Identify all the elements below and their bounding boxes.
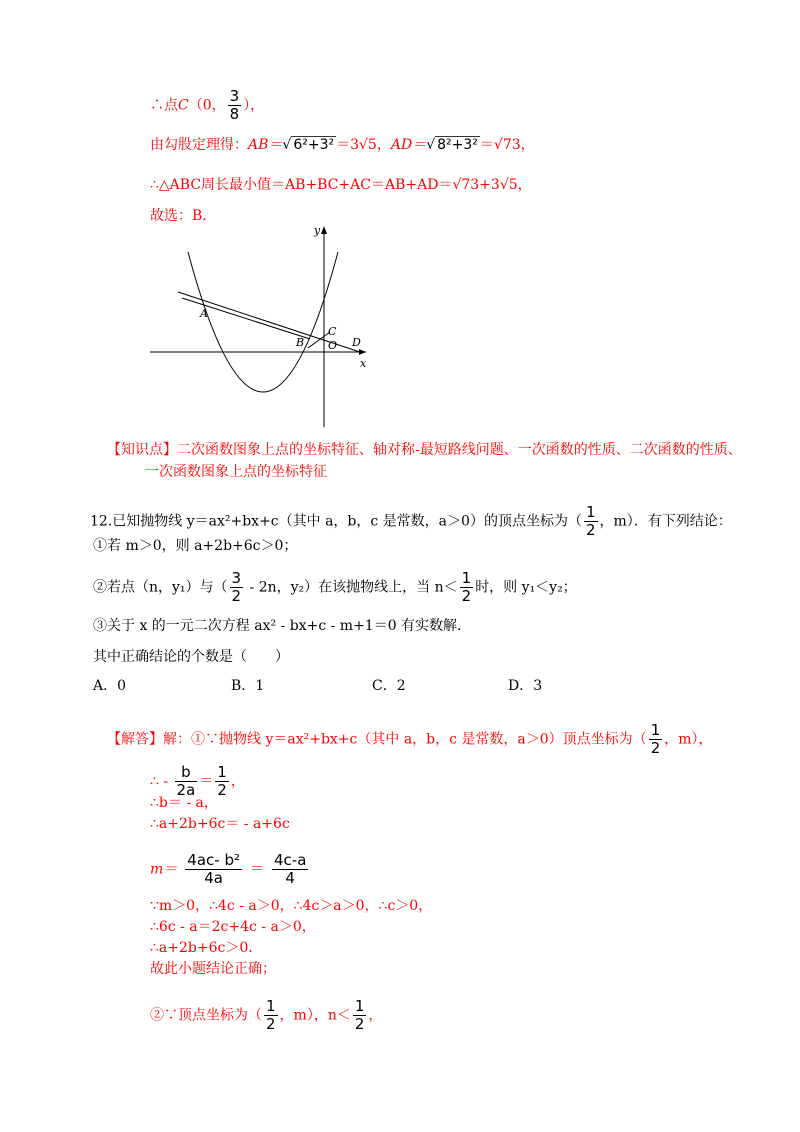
fraction-numerator: 3 <box>231 569 242 587</box>
fraction-numerator: 4ac- b² <box>187 851 240 869</box>
solution-12-line-8: ∴a+2b+6c＞0． <box>150 940 263 956</box>
solution-12-line-1 <box>107 722 713 757</box>
solution-12-line-7: ∴6c - a＝2c+4c - a＞0， <box>150 919 316 935</box>
solution-12-line-10 <box>150 998 382 1033</box>
text-segment: m＝ <box>150 861 178 878</box>
solution-tag: 【解答】 <box>107 731 163 748</box>
solution-line-point-c <box>150 88 264 123</box>
solution-line-pythagoras <box>150 136 535 154</box>
fraction-denominator: 4a <box>204 869 223 887</box>
text-segment: C <box>178 97 189 114</box>
fraction-numerator: 3 <box>229 87 240 105</box>
option-b: B．1 <box>231 678 265 694</box>
text-segment: ＝ <box>199 773 214 790</box>
solution-12-line-3: ∴b＝ - a， <box>150 795 218 811</box>
text-segment: ②∵顶点坐标为（ <box>150 1007 262 1024</box>
fraction-numerator: 1 <box>217 763 227 781</box>
fraction-denominator: 2a <box>176 781 196 799</box>
fraction-numerator: 1 <box>266 997 276 1015</box>
knowledge-text: 二次函数图象上点的坐标特征、轴对称-最短路线问题、一次函数的性质、二次函数的性质、 <box>177 442 742 458</box>
text-segment: ，m），n＜ <box>279 1007 351 1024</box>
text-segment: ②若点（n，y₁）与（ <box>93 579 228 596</box>
solution-12-line-4: ∴a+2b+6c＝ - a+6c <box>150 816 290 832</box>
solution-12-line-9: 故此小题结论正确； <box>150 961 276 977</box>
fraction <box>230 570 244 605</box>
fraction <box>264 998 278 1033</box>
fraction <box>460 570 474 605</box>
text-segment: ，m）．有下列结论： <box>599 513 732 530</box>
text-segment: ＝3√5， <box>336 137 391 153</box>
question-12-claim-3: ③关于 x 的一元二次方程 ax² - bx+c - m+1＝0 有实数解． <box>93 618 472 634</box>
text-segment: AB＝ <box>248 137 283 153</box>
radicand: 8²+3² <box>437 137 478 153</box>
sqrt-expression: √ 8²+3² <box>426 137 478 153</box>
parabola-curve <box>188 252 338 392</box>
fraction <box>649 722 663 757</box>
fraction-numerator: 1 <box>650 721 661 739</box>
parabola-graph <box>148 222 378 432</box>
point-b-label: B <box>296 336 305 349</box>
text-segment: 由勾股定理得： <box>150 137 248 153</box>
question-12-claim-2 <box>93 570 577 605</box>
fraction-denominator: 4 <box>285 869 295 887</box>
origin-label: O <box>328 339 338 352</box>
question-12-stem <box>90 504 732 539</box>
solution-12-line-5 <box>150 852 316 887</box>
option-c: C．2 <box>372 678 406 694</box>
option-d: D．3 <box>508 678 543 694</box>
point-c-label: C <box>328 325 337 338</box>
text-segment: 12.已知抛物线 y＝ax²+bx+c（其中 a，b，c 是常数，a＞0）的顶点坐标为（ <box>90 513 582 530</box>
solution-choose-answer: 故选：B． <box>150 208 217 224</box>
text-segment: ，m）， <box>664 731 713 748</box>
text-segment: ， <box>368 1007 383 1024</box>
text-segment: 时，则 y₁＜y₂； <box>475 579 577 596</box>
fraction <box>185 852 242 887</box>
text-segment: AD＝ <box>390 137 427 153</box>
knowledge-tag: 【知识点】 <box>107 442 177 458</box>
fraction-numerator: 1 <box>354 997 365 1015</box>
sqrt-expression: √ 6²+3² <box>282 137 335 153</box>
fraction <box>272 852 308 887</box>
question-12-prompt: 其中正确结论的个数是（ ） <box>93 649 289 665</box>
fraction-denominator: 2 <box>354 1015 365 1033</box>
solution-line-min-perimeter: ∴△ABC周长最小值＝AB+BC+AC＝AB+AD＝√73+3√5， <box>150 177 532 193</box>
text-segment: - 2n，y₂）在该抛物线上，当 n＜ <box>245 579 458 596</box>
fraction-denominator: 2 <box>266 1015 276 1033</box>
text-segment: ∴点 <box>150 97 178 114</box>
text-segment: ）， <box>243 97 265 114</box>
point-d-label: D <box>352 336 361 349</box>
point-a-label: A <box>200 307 208 320</box>
text-segment: （0， <box>188 97 226 114</box>
x-axis-label: x <box>360 357 367 370</box>
text-segment: ＝ <box>249 861 264 878</box>
text-segment: 解：①∵抛物线 y＝ax²+bx+c（其中 a，b，c 是常数，a＞0）顶点坐标为（ <box>163 731 647 748</box>
text-segment: ∴ - <box>150 773 173 790</box>
fraction-denominator: 8 <box>229 105 240 123</box>
fraction-denominator: 2 <box>650 739 661 757</box>
radicand: 6²+3² <box>293 137 335 153</box>
fraction-denominator: 2 <box>585 521 596 539</box>
fraction <box>228 88 242 123</box>
y-axis-label: y <box>314 224 321 237</box>
solution-12-line-6: ∵m＞0，∴4c - a＞0，∴4c＞a＞0，∴c＞0， <box>150 898 433 914</box>
fraction-numerator: 1 <box>461 569 472 587</box>
text-segment: ， <box>230 773 245 790</box>
fraction-numerator: b <box>175 764 198 782</box>
knowledge-points-line2: 一次函数图象上点的坐标特征 <box>145 464 327 480</box>
knowledge-points-line1 <box>107 441 742 459</box>
fraction-numerator: 1 <box>585 503 596 521</box>
fraction-denominator: 2 <box>217 781 227 799</box>
text-segment: ＝√73， <box>479 137 535 153</box>
question-12-claim-1: ①若 m＞0，则 a+2b+6c＞0； <box>93 538 298 554</box>
fraction <box>584 504 598 539</box>
fraction-denominator: 2 <box>231 587 242 605</box>
fraction-numerator: 4c-a <box>273 851 307 869</box>
x-axis-arrow <box>359 349 366 355</box>
y-axis-arrow <box>321 226 327 234</box>
option-a: A．0 <box>93 678 127 694</box>
fraction <box>353 998 367 1033</box>
fraction-denominator: 2 <box>461 587 472 605</box>
